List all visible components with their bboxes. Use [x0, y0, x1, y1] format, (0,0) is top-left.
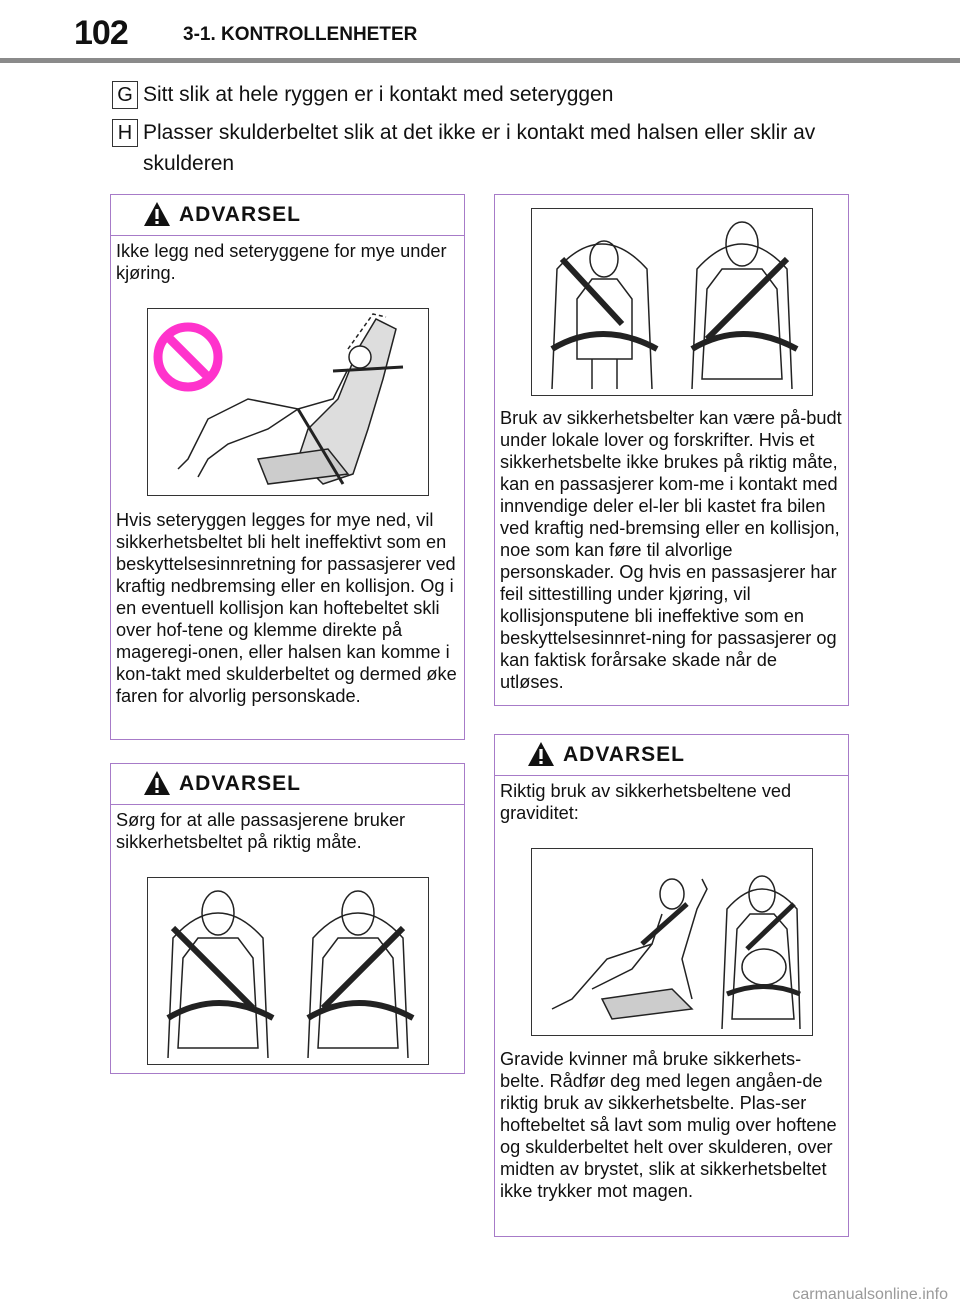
- warning-triangle-icon: [143, 201, 171, 227]
- step-letter-h: H: [112, 119, 138, 147]
- warning-box-correct-use: [110, 763, 465, 1074]
- info-body: Bruk av sikkerhetsbelter kan være på-budt under lokale lover og forskrifter. Hvis et sikkerhetsbelte ikke brukes på riktig måte, kan en passasjerer kom-me i kontakt med innvendige deler el-ler bli kastet fra bilen ved kraftig ned-bremsing eller en kollisjon, noe som kan føre til alvorlige personskader. Og hvis en passasjerer har feil sittestilling under kjøring, vil kollisjonsputene bli ineffektive som en beskyttelsesinnret-ning for passasjerer og kan faktisk forårsake skade når de utløses.: [500, 408, 842, 692]
- warning-box-reclined: [110, 194, 465, 740]
- watermark: carmanualsonline.info: [792, 1286, 948, 1303]
- reclined-seat-illustration: [148, 309, 428, 495]
- info-box-belt-rules: [494, 194, 849, 706]
- page-header: [0, 0, 960, 64]
- warning-title: ADVARSEL: [179, 203, 301, 226]
- warning-title: ADVARSEL: [563, 743, 685, 766]
- child-adult-figure: [531, 208, 813, 396]
- step-text-h: Plasser skulderbeltet slik at det ikke er i kontakt med halsen eller sklir av skulderen: [143, 121, 816, 175]
- step-h: [112, 117, 852, 179]
- correct-belt-figure: [147, 877, 429, 1065]
- warning-header: [495, 735, 848, 776]
- header-rule: [0, 58, 960, 63]
- warning-box-pregnancy: [494, 734, 849, 1237]
- pregnant-belt-illustration: [532, 849, 812, 1035]
- warning-title: ADVARSEL: [179, 772, 301, 795]
- step-text-g: Sitt slik at hele ryggen er i kontakt med seteryggen: [143, 83, 614, 106]
- reclined-seat-figure: [147, 308, 429, 496]
- belted-adults-illustration: [148, 878, 428, 1064]
- warning-intro: Riktig bruk av sikkerhetsbeltene ved graviditet:: [500, 781, 792, 823]
- pregnant-belt-figure: [531, 848, 813, 1036]
- warning-triangle-icon: [527, 741, 555, 767]
- step-letter-g: G: [112, 81, 138, 109]
- warning-intro: Sørg for at alle passasjerene bruker sikkerhetsbeltet på riktig måte.: [116, 810, 406, 852]
- warning-body: Hvis seteryggen legges for mye ned, vil sikkerhetsbeltet bli helt ineffektivt som en beskyttelsesinnretning for passasjerer ved kraftig nedbremsing eller en kollisjon. Og i en eventuell kollisjon kan hoftebeltet skli over hof-tene og klemme direkte på mageregi-onen, eller halsen kan komme i kon-takt med skulderbeltet og dermed øke faren for alvorlig personskade.: [116, 510, 457, 706]
- section-title: 3-1. KONTROLLENHETER: [183, 24, 418, 45]
- warning-intro: Ikke legg ned seteryggene for mye under kjøring.: [116, 241, 447, 283]
- warning-header: [111, 195, 464, 236]
- child-adult-illustration: [532, 209, 812, 395]
- warning-header: [111, 764, 464, 805]
- page-number: 102: [74, 14, 128, 52]
- step-g: [112, 79, 852, 110]
- warning-triangle-icon: [143, 770, 171, 796]
- warning-body: Gravide kvinner må bruke sikkerhets-belte. Rådfør deg med legen angåen-de riktig bruk av sikkerhetsbelte. Plas-ser hoftebeltet så lavt som mulig over hoftene og skulderbeltet helt over skulderen, over midten av brystet, slik at sikkerhetsbeltet ikke trykker mot magen.: [500, 1049, 837, 1201]
